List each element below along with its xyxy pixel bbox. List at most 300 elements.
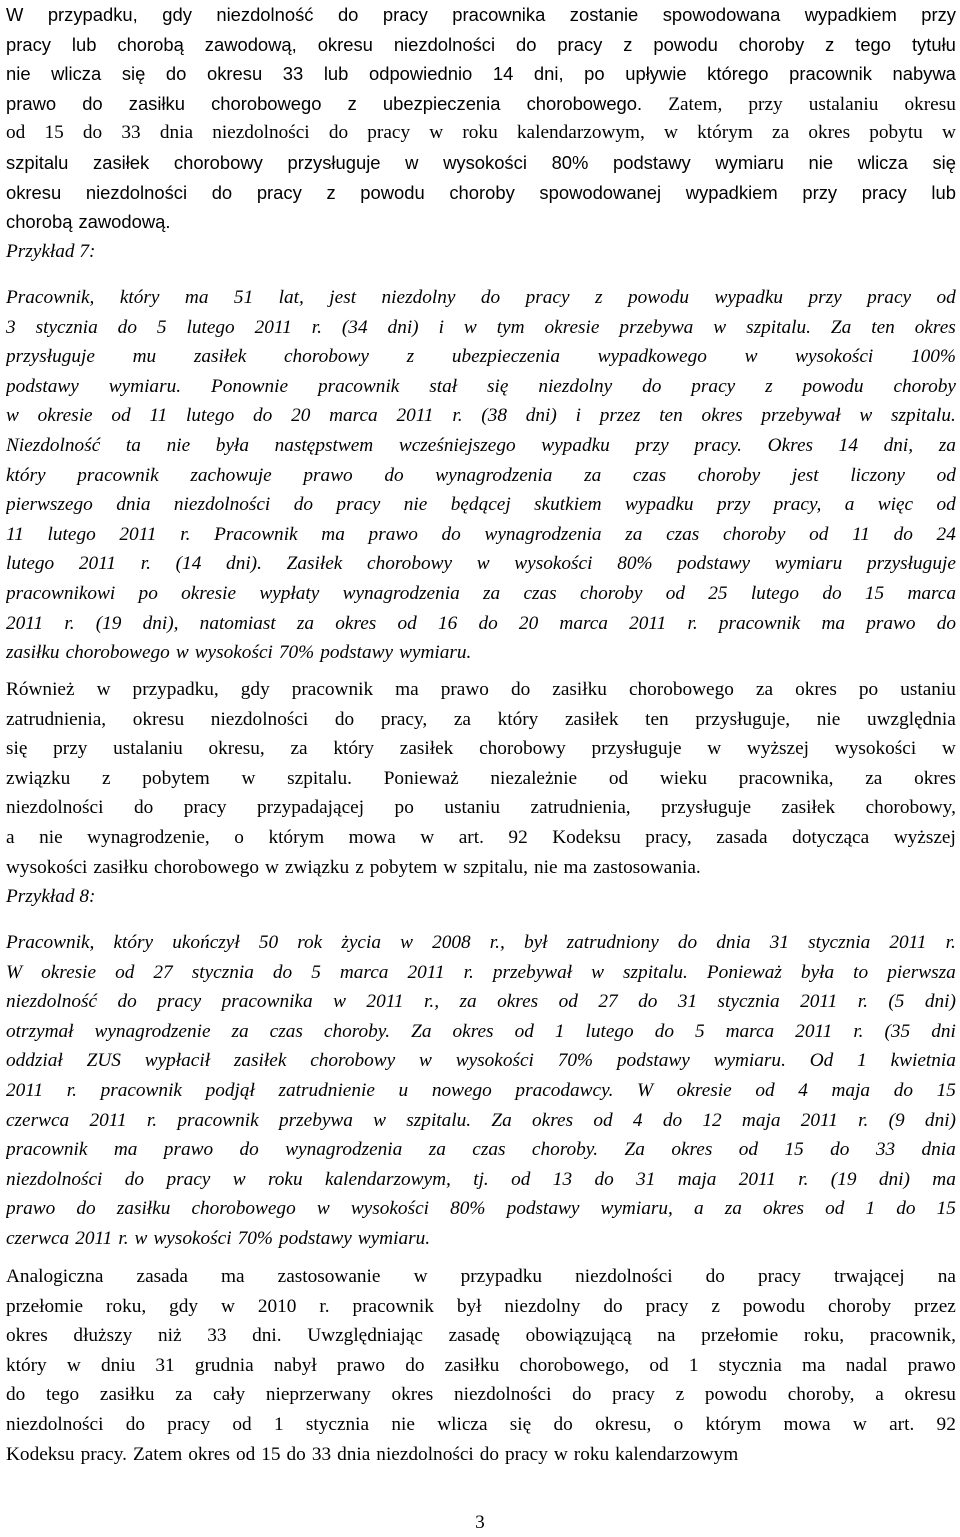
text-line [6,148,956,178]
word: szpitalu. [746,316,811,338]
word: w [591,961,605,983]
word: 24 [936,523,956,545]
word: od [593,1109,613,1131]
word: z [623,33,633,55]
word: ma [563,856,588,878]
word: marca [559,612,608,634]
word: od [115,961,135,983]
word: pracownik [100,1079,182,1101]
word: z [825,33,835,55]
word: r., [424,991,440,1013]
word: przełomie [701,1325,779,1347]
word: art. [458,826,484,848]
word: Za [830,316,852,338]
word: pracownik [177,1109,259,1131]
word: ma [932,1168,956,1190]
word: roku, [803,1325,845,1347]
word: powodu [653,33,718,55]
text-line [6,958,956,988]
word: choroby, [787,1384,855,1406]
word: za [459,991,477,1013]
text-line [6,1292,956,1322]
word: prawo [866,612,916,634]
word: szpitalu. [406,1109,472,1131]
word: przysługuje [661,797,752,819]
word: r. [857,991,868,1013]
paragraph-after-employment [6,675,956,882]
text-line [6,0,956,30]
word: zachowuje [190,464,272,486]
word: do [334,708,355,730]
word: (5 [888,991,905,1013]
word: spowodowana [662,4,781,25]
word: pracy [336,494,381,516]
word: czas [632,464,667,486]
word: lutego [6,553,55,575]
word: prawo [6,92,57,114]
word: nowego [431,1079,492,1101]
word: czas [472,1139,506,1161]
word: zasiłku [128,92,185,114]
word: 12 [702,1109,722,1131]
word: r. [687,612,698,634]
word: nabywa [892,63,956,85]
word: przy [802,181,838,203]
word: niezdolny [504,1295,581,1317]
word: w [241,767,256,789]
word: ubezpieczenia [382,92,501,114]
word: się [487,375,509,397]
word: dni) [878,1168,910,1190]
word: 2011 [254,316,292,338]
word: okres [391,1384,434,1406]
word: się [121,63,146,85]
word: podjął [205,1079,255,1101]
word: pracy [166,1168,211,1190]
word: marca [725,1020,775,1042]
word: pracownik [789,63,872,85]
word: wypadkiem [804,4,897,25]
word: zasiłku [444,1354,500,1376]
word: okres [762,1198,805,1220]
word: na [657,1325,676,1347]
word: pierwszego [6,494,93,516]
word: Za [491,1109,512,1131]
word: przebywał [492,961,573,983]
text-line [6,178,956,208]
word: r. [463,961,474,983]
word: r., [489,932,505,953]
word: okresie [41,961,97,983]
word: a [875,1384,884,1406]
word: nadal [845,1354,888,1376]
word: okres [188,1443,230,1465]
word: ustalaniu [113,738,183,760]
word: od [111,405,131,427]
word: choroby. [323,1020,391,1042]
word: pracy, [645,826,692,848]
paragraph-example-8 [6,928,956,1254]
word: r. [319,1295,330,1317]
word: pobytem [142,767,210,789]
word: za [290,738,308,760]
word: 20 [291,405,311,427]
word: z [765,375,773,397]
word: chorobą [117,33,184,55]
word: stał [429,375,458,397]
word: pracy [557,33,603,55]
word: chorobowy [283,346,369,368]
word: Kodeksu [6,1443,75,1465]
word: do [125,1413,146,1435]
word: okresie [676,1079,732,1101]
text-line [6,313,956,343]
word: który [113,932,154,953]
word: kalendarzowym, [516,122,645,144]
word: zastosowanie [277,1266,381,1287]
word: choroby. [531,1139,599,1161]
word: do [124,1168,145,1190]
word: 2011 [6,612,44,634]
example-8-label: Przykład 8: [6,886,96,907]
word: tego [855,33,892,55]
text-line [6,342,956,372]
word: skutkiem [534,494,602,516]
word: do [822,582,842,604]
word: tego [45,1384,80,1406]
word: pracy [367,122,411,144]
word: 27 [153,961,173,983]
paragraph-accident-rule [6,0,956,237]
word: 27 [598,991,618,1013]
text-line [6,59,956,89]
word: r. [118,1227,129,1249]
word: od [755,1079,775,1101]
word: niezdolności [212,122,310,144]
word: mu [132,346,157,368]
word: chorobowy, [865,797,956,819]
word: ma [395,679,419,700]
word: pracownik [291,679,374,700]
word: chorobowego [628,679,734,700]
word: za [483,582,501,604]
text-line [6,705,956,735]
word: r. [311,316,322,338]
word: do [478,612,498,634]
word: powodu [742,1295,806,1317]
word: tj. [473,1168,489,1190]
word: nie [39,826,63,848]
word: wysokości [455,1050,534,1072]
word: Ponieważ [706,961,782,983]
word: prawo [336,1354,386,1376]
word: nie [533,856,558,878]
word: związku [284,856,350,878]
word: do [510,679,531,700]
word: stycznia [35,316,98,338]
word: lutego [47,523,96,545]
word: gdy [162,4,192,25]
word: lub [323,63,349,85]
word: pracownik [352,1295,434,1317]
word: do [936,612,956,634]
word: podstawy [278,1227,352,1249]
word: lutego [186,405,235,427]
word: pracy. [80,1443,127,1465]
word: wysokości [6,856,88,878]
word: Od [809,1050,834,1072]
word: życia [341,932,381,953]
word: przy [53,738,88,760]
text-line [6,734,956,764]
word: zatrudnienia, [530,797,631,819]
word: wymiaru. [399,642,472,664]
word: ukończył [172,932,240,953]
word: do [328,122,349,144]
word: w [419,1050,432,1072]
word: od [232,1413,252,1435]
word: chorobowego [191,1198,296,1220]
word: pracy [691,375,736,397]
word: stycznia [808,932,871,953]
word: do [515,33,537,55]
text-line [6,928,956,958]
word: lub [931,181,956,203]
word: niezdolny [381,287,456,308]
word: Uwzględniając [307,1325,423,1347]
word: do [603,1295,623,1317]
word: 20 [518,612,539,634]
word: od [809,523,829,545]
word: pracy [867,287,912,308]
word: Zasiłek [286,553,343,575]
word: ZUS [86,1050,121,1072]
word: pracownik, [869,1325,956,1347]
word: ubezpieczenia [451,346,560,368]
word: 2011 [889,932,927,953]
word: odpowiednio [368,63,473,85]
word: pracownikowi [6,582,116,604]
word: 14 [838,434,858,456]
word: 2011 [119,523,157,545]
text-line [6,579,956,609]
word: 33 [207,1325,227,1347]
word: powodu [704,1384,768,1406]
word: po [584,63,605,85]
word: choroby [893,375,956,397]
word: art. [889,1413,915,1435]
word: przypadającej [257,797,365,819]
word: niezdolności [6,1413,104,1435]
word: 70% [278,642,315,664]
word: który [6,464,46,486]
word: przysługuje [866,553,956,575]
text-line [6,30,956,60]
word: prawo [163,1139,214,1161]
example-7-label: Przykład 7: [6,241,96,262]
word: chorobowego. [526,92,643,114]
word: 51 [233,287,254,308]
paragraph-year-turn [6,1262,956,1469]
word: w [707,738,722,760]
word: pracownika, [738,767,834,789]
word: z [406,346,415,368]
word: wymiaru, [600,1198,673,1220]
word: 1 [273,1413,284,1435]
word: pracy [645,1295,689,1317]
text-line [6,520,956,550]
word: 33 [311,1443,332,1465]
word: W [6,4,24,25]
word: chorobowego [154,856,259,878]
word: czerwca [6,1109,70,1131]
word: lutego [585,1020,634,1042]
word: był [456,1295,482,1317]
word: z [101,767,111,789]
word: do [479,1443,500,1465]
word: od [608,767,629,789]
word: okres [452,1020,494,1042]
paragraph-example-7 [6,283,956,668]
word: niezdolny [538,375,613,397]
word: okresie [37,405,93,427]
word: przysługuje [591,738,682,760]
word: Ponieważ [383,767,459,789]
text-line [6,1165,956,1195]
word: z [711,1295,720,1317]
word: 2011 [89,1109,127,1131]
word: chorobowy [310,1050,396,1072]
word: dnia [921,1139,956,1161]
word: dnia [337,1443,371,1465]
word: 15 [44,122,64,144]
word: pracy, [380,708,428,730]
word: przypadku, [132,679,219,700]
word: okresu [317,33,373,55]
word: do [677,932,698,953]
word: wlicza [51,63,102,85]
word: ma [801,1354,826,1376]
word: pracownika [221,991,313,1013]
word: Ponownie [210,375,289,397]
word: pracy [525,287,570,308]
word: choroby [827,1295,892,1317]
word: po [138,582,158,604]
word: a [6,826,15,848]
word: Okres [767,434,814,456]
word: zatrudniony [566,932,659,953]
word: a [693,1198,704,1220]
word: (34 [341,316,368,338]
word: okresie [181,582,237,604]
word: 80% [551,151,589,173]
word: którym [705,1413,762,1435]
word: niezdolności [453,1384,552,1406]
word: przysługuje [6,346,95,368]
word: uwzględnia [866,708,956,730]
word: zasiłek [564,708,619,730]
word: wymiaru [774,553,843,575]
text-line [6,401,956,431]
word: zasadę [448,1325,500,1347]
word: do [286,1443,306,1465]
word: przełomie [6,1295,84,1317]
word: szpitalu, [463,856,528,878]
word: za [772,122,790,144]
word: okres [701,405,743,427]
word: przebywa [619,316,694,338]
word: w [96,679,111,700]
word: dotycząca [792,826,870,848]
word: stycznia [191,961,254,983]
word: wyższej [746,738,810,760]
word: okresu, [208,738,265,760]
word: niezdolności [393,33,496,55]
word: 15 [784,1139,804,1161]
word: pracy [183,797,227,819]
text-line [6,1046,956,1076]
word: którym [697,122,753,144]
word: w [429,122,444,144]
word: 2011 [800,1109,838,1131]
word: za [755,679,774,700]
text-line [6,1135,956,1165]
text-line [6,118,956,148]
text-line [6,372,956,402]
word: prawo [907,1354,956,1376]
text-line [6,283,956,313]
word: w [463,316,477,338]
word: czas [269,1020,303,1042]
word: choroby [697,464,761,486]
word: wynagrodzenie, [87,826,210,848]
text-line [6,549,956,579]
word: zasiłek [193,346,247,368]
word: do [830,1139,850,1161]
word: ustaniu [444,797,501,819]
word: do [638,991,658,1013]
word: nabył [273,1354,317,1376]
word: jest [791,464,819,486]
word: dnia [116,494,151,516]
word: pracownik [6,1139,88,1161]
word: przy [808,287,842,308]
word: pracy. [694,434,743,456]
word: mowa [348,826,396,848]
word: 4 [632,1109,643,1131]
word: upływie [625,63,687,85]
word: w [941,122,956,144]
word: 80% [617,553,653,575]
word: marca [339,961,389,983]
word: do [553,1413,573,1435]
word: do [6,1384,26,1406]
word: od [825,1198,845,1220]
word: ma [821,612,846,634]
word: pracownik [718,612,801,634]
word: o [673,1413,684,1435]
word: choroby [722,523,786,545]
word: do [76,1198,96,1220]
word: roku [267,1168,303,1190]
word: z [594,287,603,308]
word: r. [180,523,191,545]
word: do [133,797,154,819]
text-line [6,1380,956,1410]
word: choroby [579,582,643,604]
word: okres [914,767,956,789]
word: podstawy [616,1050,690,1072]
